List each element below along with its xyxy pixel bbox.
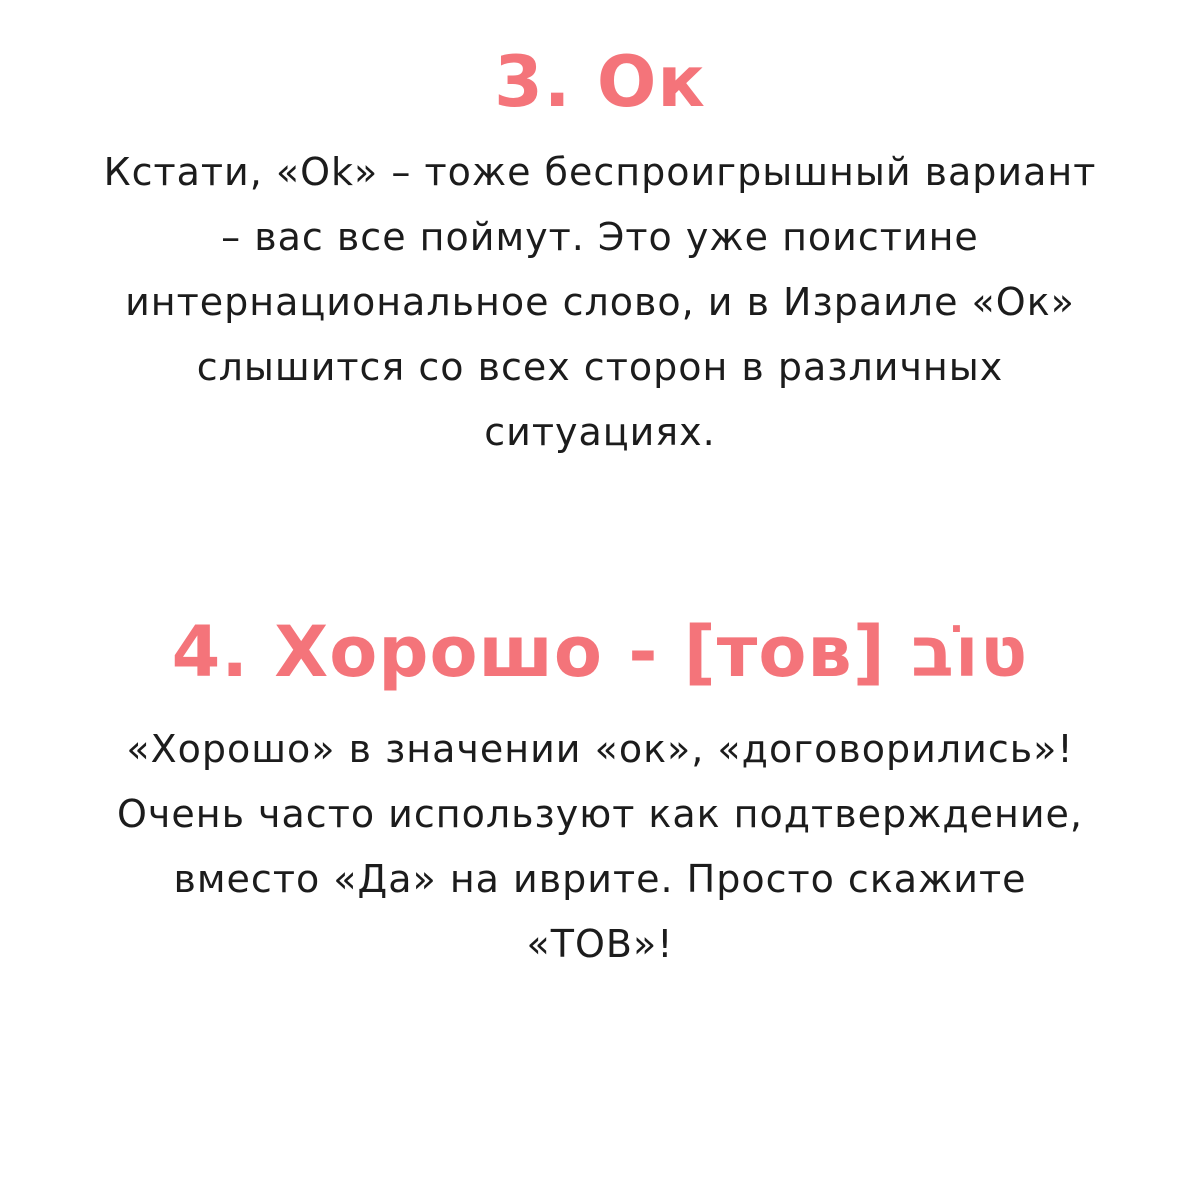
body-line: Кстати, «Ok» – тоже беспроигрышный вариант (103, 150, 1097, 194)
section-body-tov (0, 717, 1200, 977)
body-line: «ТОВ»! (526, 922, 674, 966)
section-title-tov: 4. Хорошо - [тов] טוֹב (171, 611, 1029, 693)
body-line: «Хорошо» в значении «ок», «договорились»! (126, 727, 1074, 771)
section-ok (0, 42, 1200, 465)
body-line: – вас все поймут. Это уже поистине (221, 215, 979, 259)
body-line: вместо «Да» на иврите. Просто скажите (173, 857, 1027, 901)
body-line: слышится со всех сторон в различных (196, 345, 1004, 389)
section-tov (0, 612, 1200, 977)
body-line: ситуациях. (484, 410, 716, 454)
section-body-ok (0, 140, 1200, 465)
body-line: Очень часто используют как подтверждение, (117, 792, 1083, 836)
section-title-ok: 3. Ок (494, 41, 706, 123)
body-line: интернациональное слово, и в Израиле «Ок» (125, 280, 1075, 324)
